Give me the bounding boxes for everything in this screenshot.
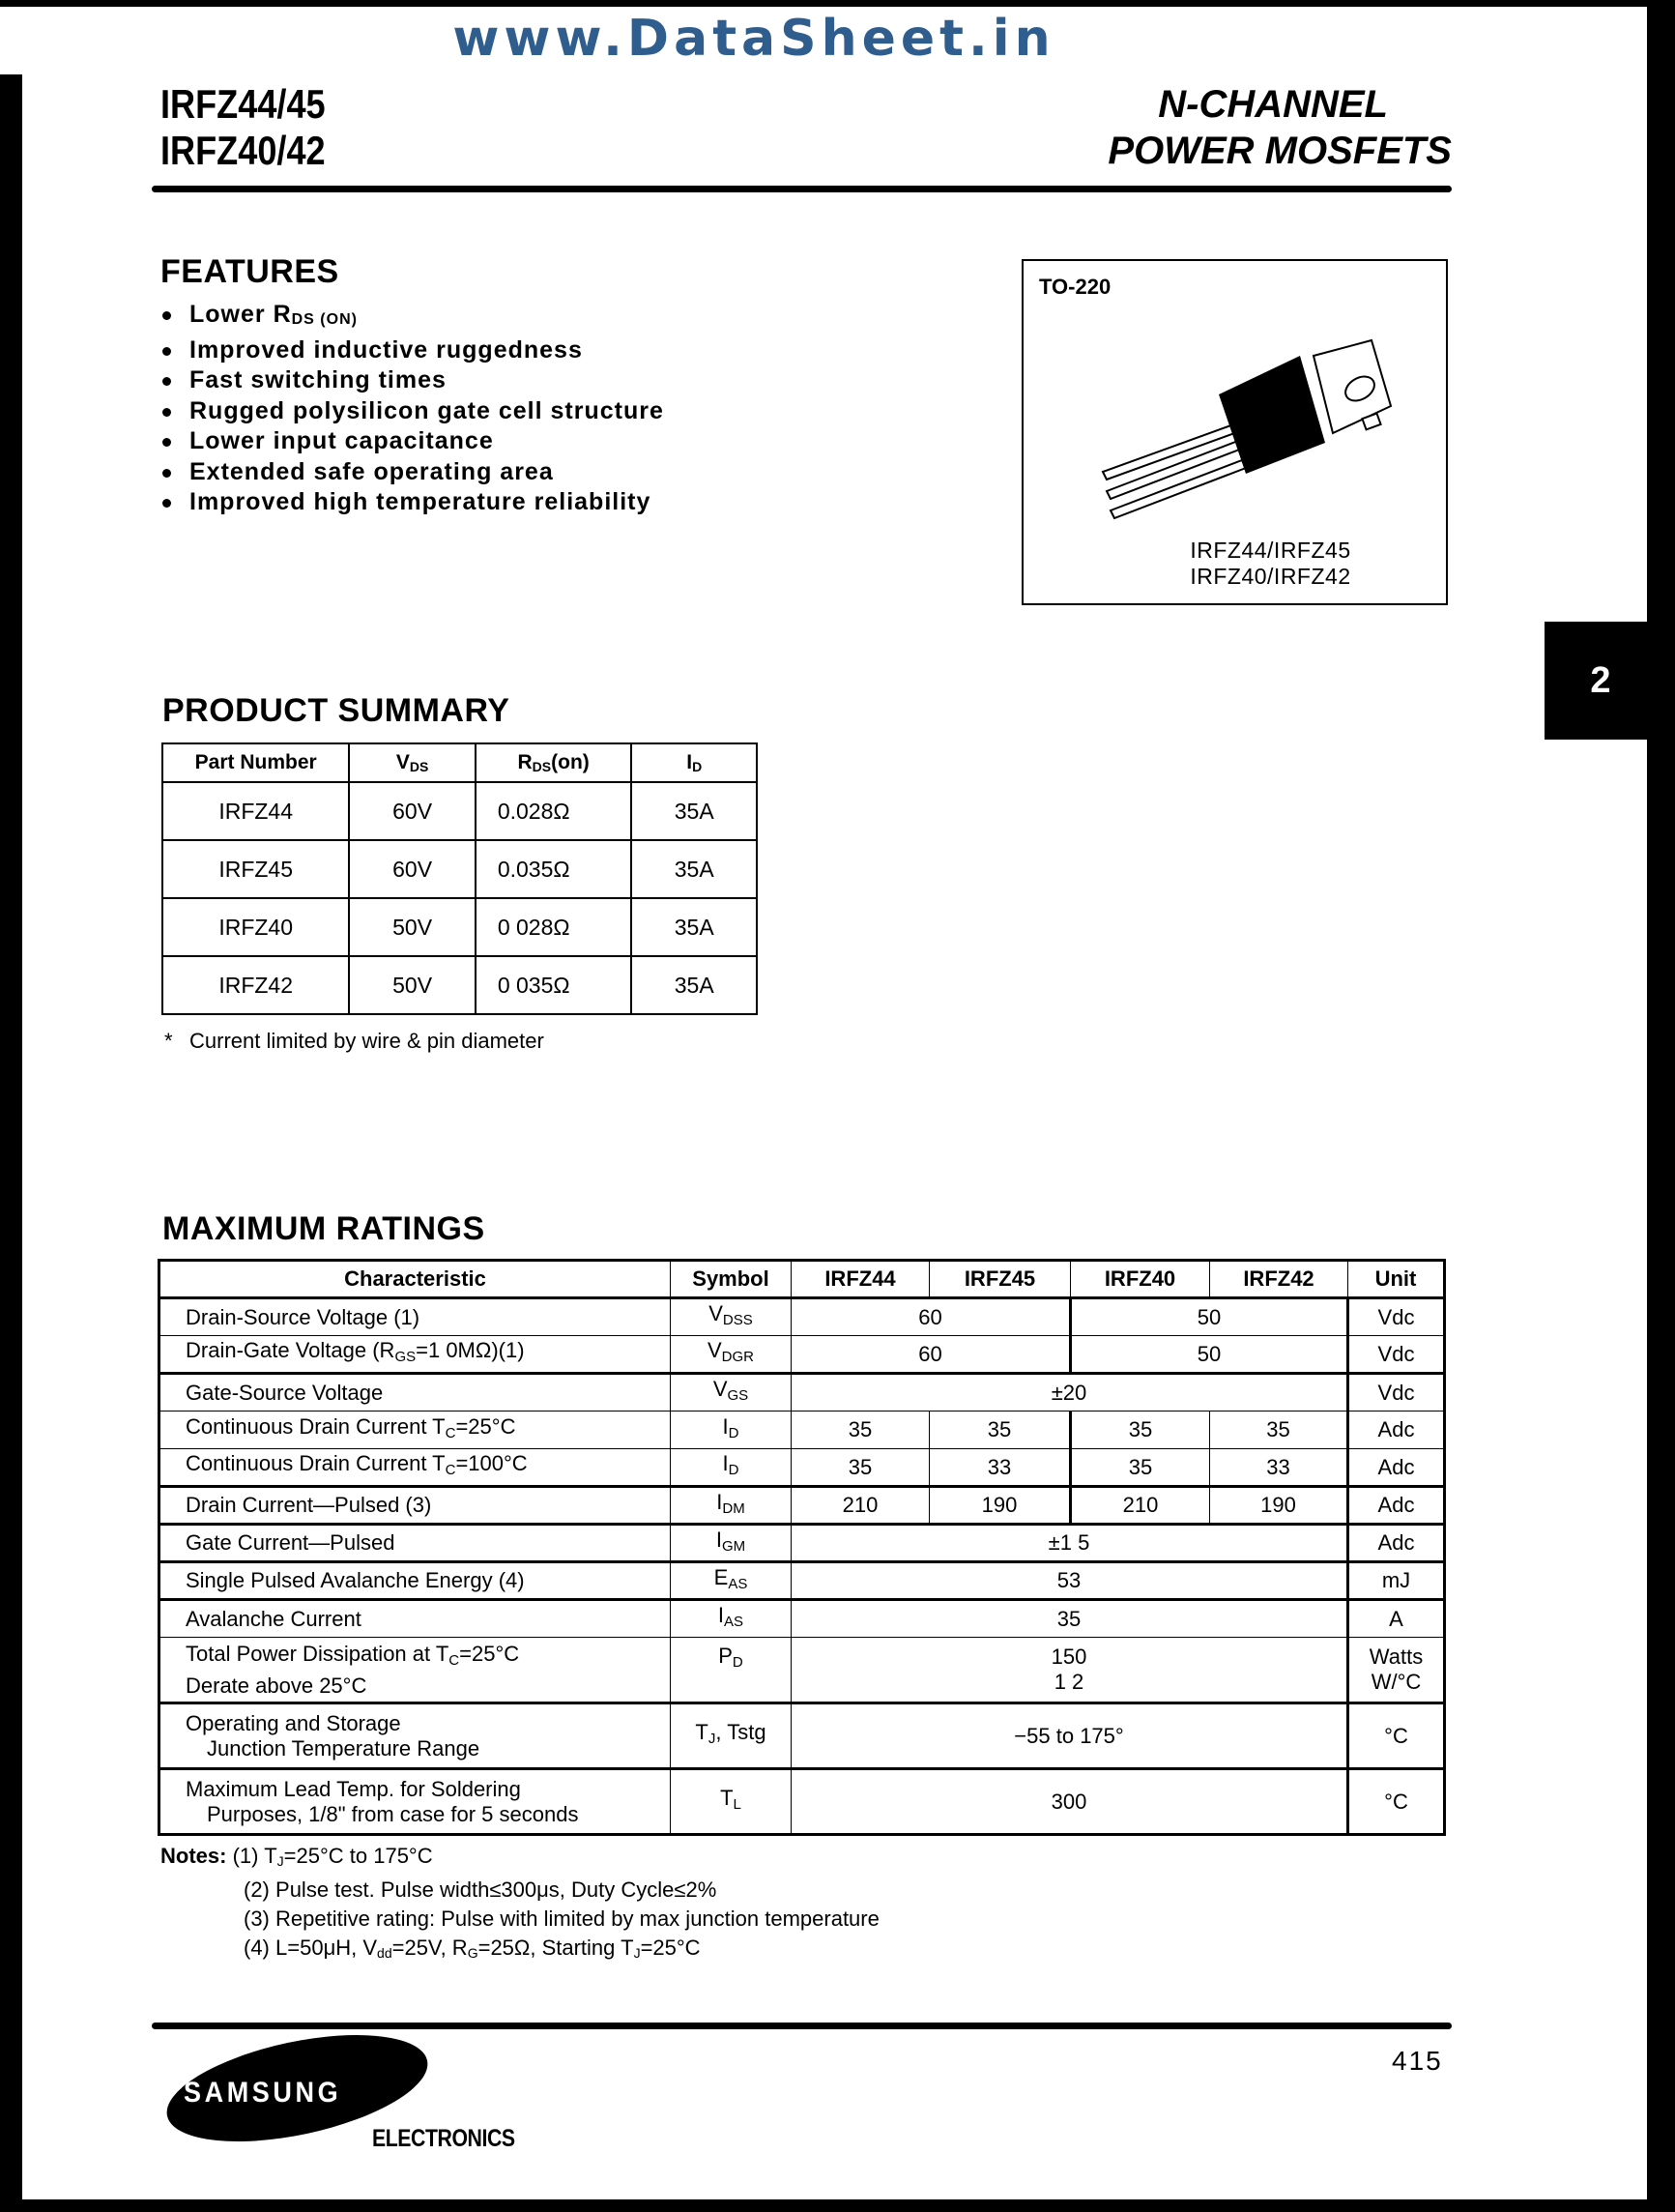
feature-item: Lower input capacitance [160, 426, 664, 457]
samsung-logo: SAMSUNG [164, 2042, 435, 2150]
column-header: Part Number [162, 743, 349, 782]
scan-border-left [0, 74, 22, 2212]
note-item: Notes: (1) $T_J=25^\circ C$ to 175°C [160, 1844, 433, 1869]
feature-item: Extended safe operating area [160, 457, 664, 488]
table-row: Continuous Drain Current $T_C=25^\circ C$ $I_D$ 35 35 35 35 Adc [159, 1412, 1445, 1449]
column-header: $V_{DS}$ [349, 743, 475, 782]
header-divider [152, 186, 1452, 192]
table-row: IRFZ44 60V 0.028Ω 35A [162, 782, 757, 840]
note-item: (2) Pulse test. Pulse width≤300μs, Duty Cycle≤2% [244, 1877, 717, 1902]
table-header-row [159, 1261, 1445, 1298]
maximum-ratings-heading: MAXIMUM RATINGS [162, 1210, 485, 1247]
summary-footnote: * Current limited by wire & pin diameter [164, 1029, 544, 1053]
features-list [160, 300, 664, 518]
table-row: Avalanche Current $I_{AS}$ 35 A [159, 1600, 1445, 1638]
page-number: 415 [1392, 2046, 1443, 2076]
table-row: Gate Current—Pulsed $I_{GM}$ ±1 5 Adc [159, 1525, 1445, 1562]
table-row: Drain-Gate Voltage ($R_{GS}=1$ 0MΩ)(1) $V_{DGR}$ 60 50 Vdc [159, 1336, 1445, 1374]
table-row: Drain Current—Pulsed (3) $I_{DM}$ 210 190 210 190 Adc [159, 1487, 1445, 1525]
table-header-row [162, 743, 757, 782]
table-row: Drain-Source Voltage (1) $V_{DSS}$ 60 50 Vdc [159, 1298, 1445, 1336]
table-row: Single Pulsed Avalanche Energy (4) $E_{AS}$ 53 mJ [159, 1562, 1445, 1600]
part-title-line-2: IRFZ40/42 [160, 128, 326, 173]
column-header: $I_D$ [631, 743, 757, 782]
table-row: IRFZ42 50V 0 035Ω 35A [162, 956, 757, 1014]
to220-package-icon [1091, 329, 1410, 532]
table-row: Continuous Drain Current $T_C=100^\circ C$ $I_D$ 35 33 35 33 Adc [159, 1449, 1445, 1487]
device-type-title [1025, 81, 1452, 174]
table-row: Total Power Dissipation at $T_C=25^\circ C$ Derate above 25°C $P_D$ 150 1 2 Watts W/°C [159, 1638, 1445, 1703]
feature-item: Rugged polysilicon gate cell structure [160, 396, 664, 427]
part-number-title [160, 81, 326, 174]
column-header: Unit [1348, 1261, 1445, 1298]
type-title-line-1: N-CHANNEL [1158, 83, 1388, 126]
feature-item: Lower $R_{DS (ON)}$ [160, 300, 664, 335]
features-heading: FEATURES [160, 253, 339, 290]
column-header: IRFZ42 [1210, 1261, 1348, 1298]
package-label: TO-220 [1039, 275, 1112, 299]
footer-divider [152, 2023, 1452, 2029]
note-item: (3) Repetitive rating: Pulse with limited by max junction temperature [244, 1906, 880, 1931]
part-title-line-1: IRFZ44/45 [160, 81, 326, 127]
table-row: Gate-Source Voltage $V_{GS}$ ±20 Vdc [159, 1374, 1445, 1412]
scan-border-top [0, 0, 1675, 7]
product-summary-heading: PRODUCT SUMMARY [162, 692, 510, 729]
logo-subtitle: ELECTRONICS [372, 2125, 515, 2152]
table-row: IRFZ45 60V 0.035Ω 35A [162, 840, 757, 898]
table-row: IRFZ40 50V 0 028Ω 35A [162, 898, 757, 956]
product-summary-table [161, 742, 758, 1015]
scan-border-right [1647, 0, 1675, 2212]
feature-item: Fast switching times [160, 365, 664, 396]
table-row: Operating and Storage Junction Temperature Range $T_J$, Tstg −55 to 175° °C [159, 1703, 1445, 1769]
column-header: IRFZ44 [792, 1261, 930, 1298]
column-header: Characteristic [159, 1261, 671, 1298]
feature-item: Improved inductive ruggedness [160, 335, 664, 366]
note-item: (4) L=50μH, $V_{dd}=25V$, $R_G=25\Omega$, Starting $T_J=25^\circ C$ [244, 1936, 701, 1961]
feature-item: Improved high temperature reliability [160, 487, 664, 518]
maximum-ratings-table [158, 1259, 1446, 1836]
package-part-numbers: IRFZ44/IRFZ45 IRFZ40/IRFZ42 [1190, 538, 1351, 589]
column-header: $R_{DS}(on)$ [476, 743, 632, 782]
package-box [1022, 259, 1448, 605]
watermark-link[interactable]: www.DataSheet.in [452, 10, 1055, 68]
section-tab: 2 [1545, 622, 1647, 740]
scan-border-bottom [0, 2199, 1675, 2212]
table-row: Maximum Lead Temp. for Soldering Purposes, 1/8" from case for 5 seconds $T_L$ 300 °C [159, 1769, 1445, 1835]
type-title-line-2: POWER MOSFETS [1108, 130, 1452, 172]
column-header: IRFZ40 [1071, 1261, 1210, 1298]
column-header: Symbol [671, 1261, 792, 1298]
notes-section [160, 1842, 880, 1967]
column-header: IRFZ45 [930, 1261, 1071, 1298]
